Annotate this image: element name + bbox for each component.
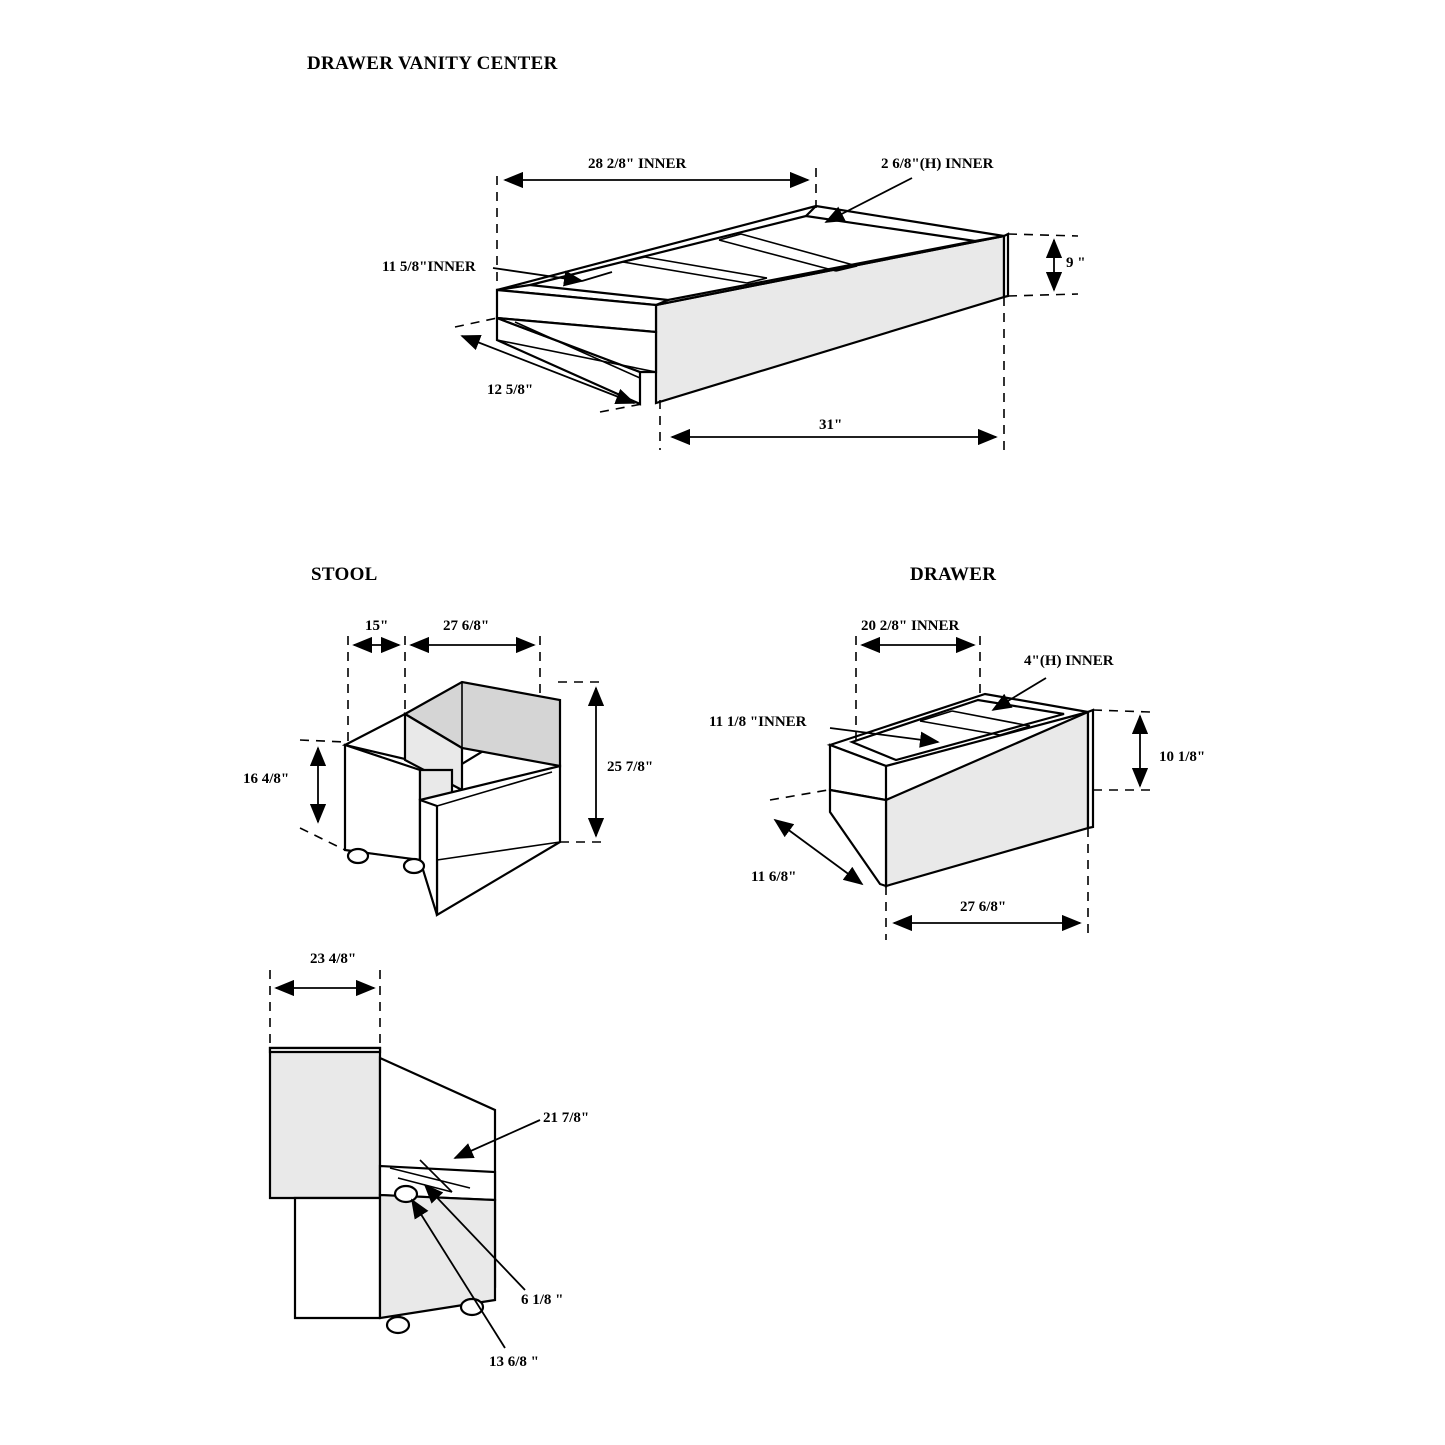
dim-stool-detail-lower-width: 13 6/8 " [489,1354,539,1370]
dim-stool-overall-height: 25 7/8" [607,759,654,775]
dim-vanity-inner-width: 28 2/8" INNER [588,156,687,172]
page-title: DRAWER VANITY CENTER [307,53,558,74]
dim-drawer-inner-depth: 11 1/8 "INNER [709,714,807,730]
figure-drawer [770,636,1150,940]
dim-stool-detail-depth: 23 4/8" [310,951,357,967]
dim-stool-detail-small-part: 6 1/8 " [521,1292,564,1308]
dim-vanity-side-height: 9 " [1066,255,1086,271]
dim-stool-back-offset: 15" [365,618,389,634]
dim-stool-seat-height: 16 4/8" [243,771,290,787]
figure-stool [300,636,605,915]
dim-drawer-depth: 11 6/8" [751,869,797,885]
dim-stool-detail-back-height: 21 7/8" [543,1110,590,1126]
dim-vanity-inner-height: 2 6/8"(H) INNER [881,156,994,172]
dim-drawer-inner-width: 20 2/8" INNER [861,618,960,634]
dim-drawer-inner-height: 4"(H) INNER [1024,653,1114,669]
dim-vanity-inner-depth: 11 5/8"INNER [382,259,476,275]
dim-vanity-depth: 12 5/8" [487,382,534,398]
dim-stool-seat-width: 27 6/8" [443,618,490,634]
section-title-stool: STOOL [311,564,378,585]
dim-drawer-height: 10 1/8" [1159,749,1206,765]
figure-stool-detail [270,970,540,1348]
section-title-drawer: DRAWER [910,564,997,585]
dim-vanity-width: 31" [819,417,843,433]
dim-drawer-width: 27 6/8" [960,899,1007,915]
figure-vanity-center [455,168,1078,450]
